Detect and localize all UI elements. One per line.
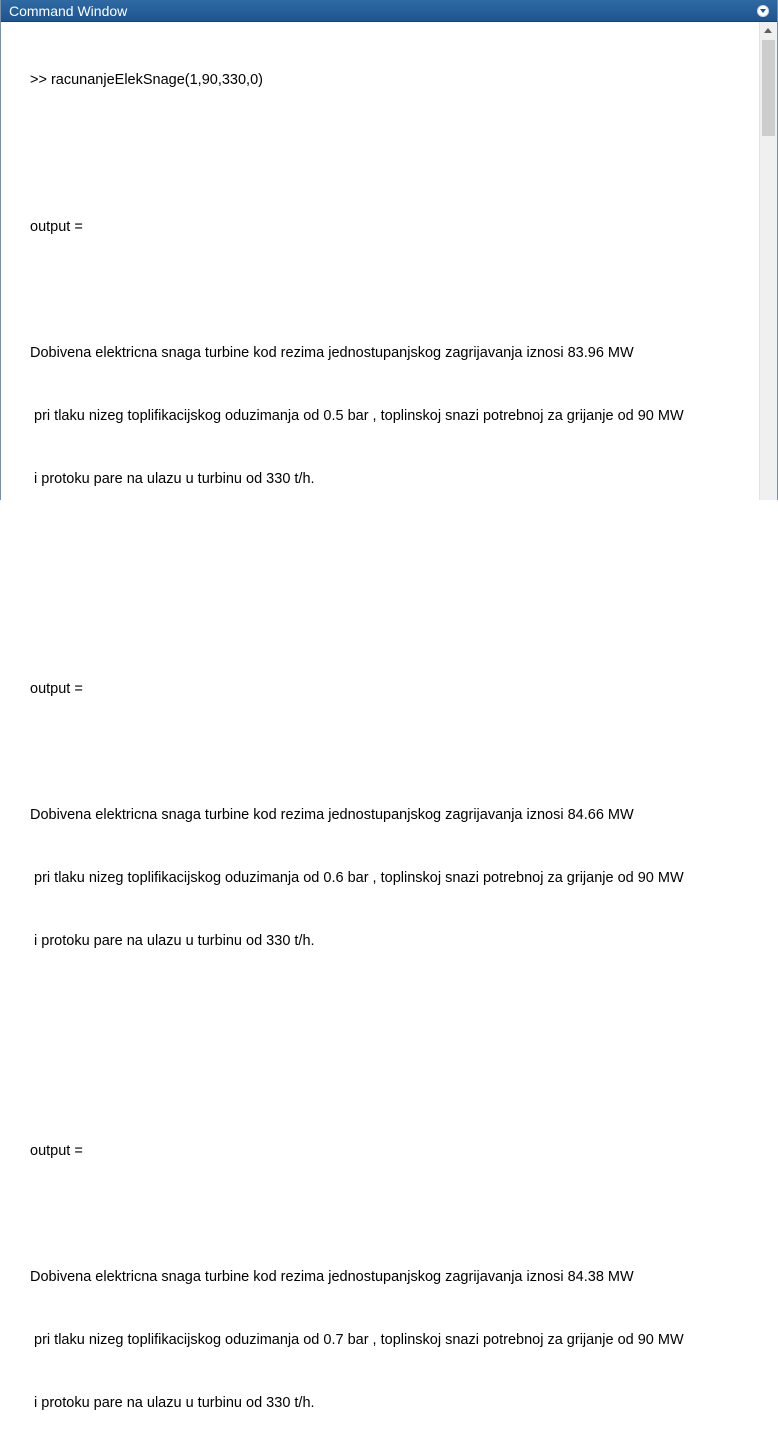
console-output[interactable]: [30, 28, 755, 1411]
command-line: >> racunanjeElekSnage(1,90,330,0): [30, 72, 263, 88]
scroll-thumb[interactable]: [762, 40, 775, 136]
output-text-line: Dobivena elektricna snaga turbine kod rezima jednostupanjskog zagrijavanja iznosi 83.96 MW: [30, 345, 634, 361]
output-text-line: i protoku pare na ulazu u turbinu od 330 t/h.: [30, 933, 315, 949]
output-text-line: i protoku pare na ulazu u turbinu od 330 t/h.: [30, 1395, 315, 1411]
output-label: output =: [30, 1143, 83, 1159]
output-text-line: Dobivena elektricna snaga turbine kod rezima jednostupanjskog zagrijavanja iznosi 84.38 MW: [30, 1269, 634, 1285]
vertical-scrollbar[interactable]: [759, 22, 777, 500]
output-text-line: i protoku pare na ulazu u turbinu od 330 t/h.: [30, 471, 315, 487]
output-text-line: Dobivena elektricna snaga turbine kod rezima jednostupanjskog zagrijavanja iznosi 84.66 MW: [30, 807, 634, 823]
left-gutter: [1, 22, 25, 500]
output-text-line: pri tlaku nizeg toplifikacijskog oduzimanja od 0.6 bar , toplinskoj snazi potrebnoj za grijanje od 90 MW: [30, 870, 684, 886]
output-text-line: pri tlaku nizeg toplifikacijskog oduzimanja od 0.5 bar , toplinskoj snazi potrebnoj za grijanje od 90 MW: [30, 408, 684, 424]
window-title: Command Window: [9, 3, 128, 19]
output-label: output =: [30, 681, 83, 697]
chevron-down-circle-icon[interactable]: [757, 5, 769, 17]
output-label: output =: [30, 219, 83, 235]
title-bar: [1, 0, 777, 22]
scroll-up-arrow-icon[interactable]: [760, 22, 777, 39]
output-text-line: pri tlaku nizeg toplifikacijskog oduzimanja od 0.7 bar , toplinskoj snazi potrebnoj za grijanje od 90 MW: [30, 1332, 684, 1348]
